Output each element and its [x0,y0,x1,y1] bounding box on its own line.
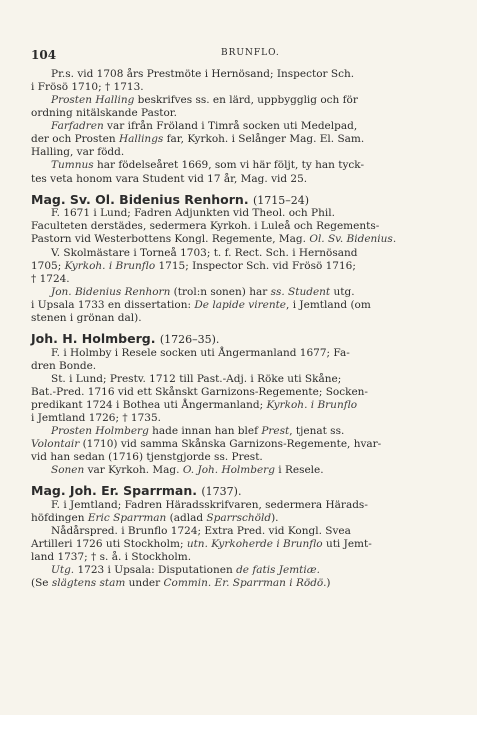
text-line: (Se slägtens stam under Commin. Er. Sparrman i Rödö.) [31,577,331,590]
text-line: Nådårspred. i Brunflo 1724; Extra Pred. vid Kongl. Svea [51,525,351,538]
page-body [31,68,446,590]
text-line: Faculteten derstädes, sedermera Kyrkoh. i Luleå och Regements- [31,220,380,233]
page-bottom-margin [0,715,477,755]
text-line: tes veta honom vara Student vid 17 år, Mag. vid 25. [31,172,308,185]
text-line: Sonen var Kyrkoh. Mag. O. Joh. Holmberg i Resele. [51,464,324,477]
text-line: Farfadren var ifrån Fröland i Timrå socken uti Medelpad, [51,120,358,133]
text-line: dren Bonde. [31,359,97,372]
text-line: predikant 1724 i Bothea uti Ångermanland; Kyrkoh. i Brunflo [31,398,358,411]
entry-holmberg [31,331,446,477]
text-line: 1705; Kyrkoh. i Brunflo 1715; Inspector Sch. vid Frösö 1716; [31,259,356,272]
entry-renhorn [31,192,446,325]
text-line: Artilleri 1726 uti Stockholm; utn. Kyrkoherde i Brunflo uti Jemt- [31,538,372,551]
text-line: F. i Holmby i Resele socken uti Ångermanland 1677; Fa- [51,346,350,359]
text-line: i Jemtland 1726; † 1735. [31,411,161,424]
text-line: i Upsala 1733 en dissertation: De lapide virente, i Jemtland (om [31,298,371,311]
text-line: der och Prosten Hallings far, Kyrkoh. i Selånger Mag. El. Sam. [31,133,365,146]
text-line: † 1724. [31,272,70,285]
text-line: Volontair (1710) vid samma Skånska Garnizons-Regemente, hvar- [31,438,382,451]
continuation-block [31,68,446,186]
text-line: i Frösö 1710; † 1713. [31,81,144,94]
entry-heading: Joh. H. Holmberg. (1726–35). [31,330,220,346]
page-number: 104 [31,48,57,62]
page-header [31,48,446,62]
text-line: land 1737; † s. å. i Stockholm. [31,551,192,564]
entry-heading: Mag. Sv. Ol. Bidenius Renhorn. (1715–24) [31,191,310,207]
text-line: vid han sedan (1716) tjenstgjorde ss. Prest. [31,451,263,464]
text-line: Prosten Halling beskrifves ss. en lärd, uppbygglig och för [51,94,358,107]
entry-heading: Mag. Joh. Er. Sparrman. (1737). [31,483,242,499]
text-line: höfdingen Eric Sparrman (adlad Sparrschöld). [31,512,279,525]
text-line: Jon. Bidenius Renhorn (trol:n sonen) har ss. Student utg. [51,285,355,298]
text-line: ordning nitälskande Pastor. [31,107,177,120]
text-line: Bat.-Pred. 1716 vid ett Skånskt Garnizons-Regemente; Socken- [31,385,368,398]
entry-sparrman [31,483,446,590]
text-line: F. 1671 i Lund; Fadren Adjunkten vid Theol. och Phil. [51,207,335,220]
text-line: Prosten Holmberg hade innan han blef Prest, tjenat ss. [51,425,345,437]
text-line: V. Skolmästare i Torneå 1703; t. f. Rect. Sch. i Hernösand [51,246,358,259]
text-line: Pastorn vid Westerbottens Kongl. Regemente, Mag. Ol. Sv. Bidenius. [31,233,397,246]
text-line: F. i Jemtland; Fadren Häradsskrifvaren, sedermera Härads- [51,499,368,511]
text-line: Tumnus har födelseåret 1669, som vi här följt, ty han tyck- [51,159,365,172]
running-head: BRUNFLO. [221,48,280,58]
text-line: Halling, var född. [31,146,125,159]
text-line: stenen i grönan dal). [31,311,142,324]
text-line: Utg. 1723 i Upsala: Disputationen de fatis Jemtiæ. [51,564,320,577]
text-line: Pr.s. vid 1708 års Prestmöte i Hernösand; Inspector Sch. [51,68,355,80]
text-line: St. i Lund; Prestv. 1712 till Past.-Adj. i Röke uti Skåne; [51,372,342,385]
